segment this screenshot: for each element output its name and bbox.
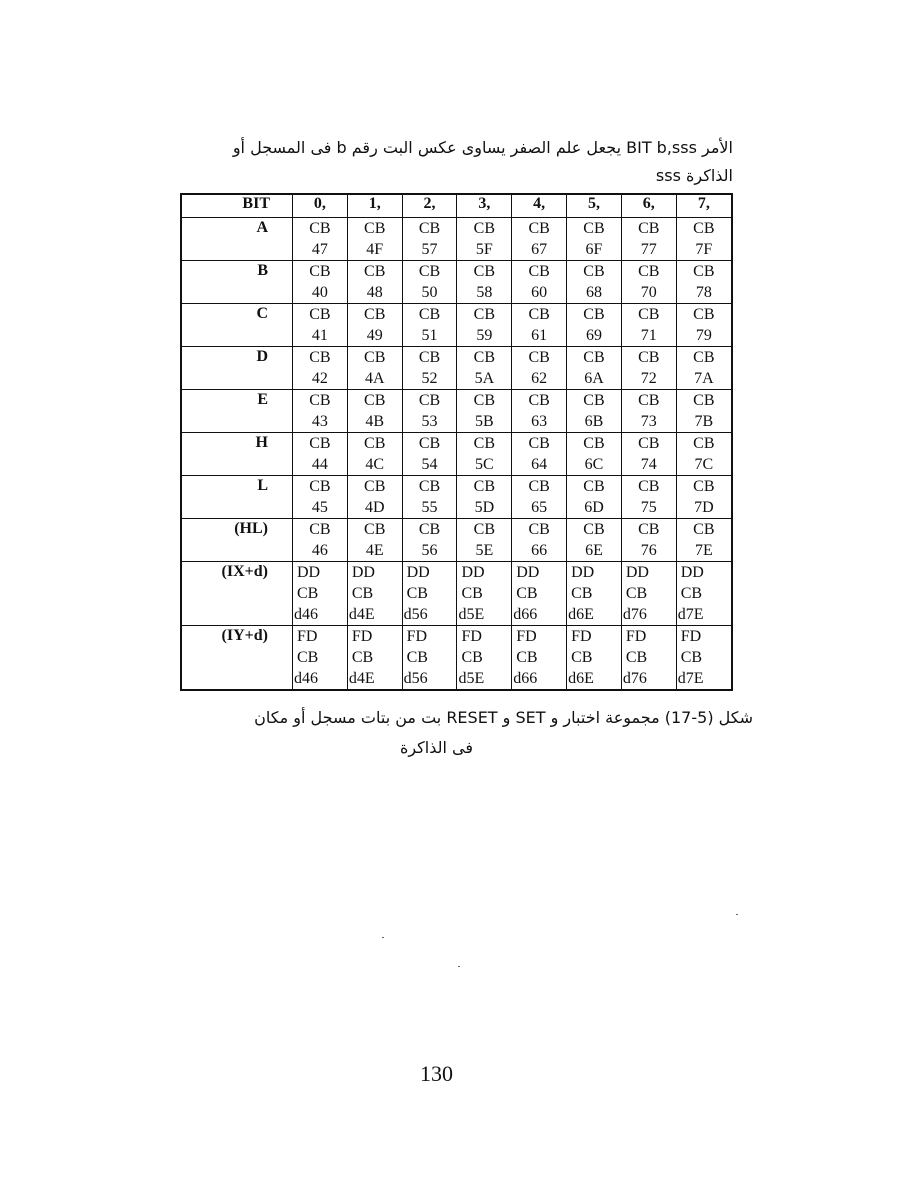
opcode-byte: CB bbox=[418, 478, 441, 495]
opcode-byte: CB bbox=[351, 585, 374, 602]
opcode-byte: CB bbox=[638, 478, 660, 495]
opcode-cell bbox=[621, 519, 676, 562]
opcode-byte: DD bbox=[680, 564, 704, 581]
opcode-byte: CB bbox=[364, 349, 386, 366]
header-cell: 5, bbox=[567, 194, 622, 218]
opcode-byte: CB bbox=[516, 649, 538, 666]
table-row bbox=[181, 519, 732, 562]
header-cell: 4, bbox=[512, 194, 567, 218]
opcode-cell bbox=[621, 261, 676, 304]
opcode-byte: CB bbox=[528, 478, 550, 495]
opcode-byte: CB bbox=[693, 220, 715, 237]
opcode-byte: FD bbox=[406, 628, 428, 645]
opcode-byte: DD bbox=[461, 564, 485, 581]
opcode-byte: CB bbox=[693, 435, 715, 452]
opcode-cell bbox=[402, 562, 457, 626]
figure-caption bbox=[120, 703, 753, 763]
opcode-byte: 4F bbox=[366, 241, 384, 258]
opcode-byte: FD bbox=[351, 628, 373, 645]
opcode-cell bbox=[457, 476, 512, 519]
opcode-byte: CB bbox=[309, 220, 331, 237]
opcode-byte: DD bbox=[297, 564, 321, 581]
opcode-byte: CB bbox=[693, 263, 715, 280]
opcode-byte: CB bbox=[418, 435, 441, 452]
opcode-byte: CB bbox=[638, 220, 660, 237]
opcode-cell bbox=[567, 519, 622, 562]
register-label: (HL) bbox=[181, 519, 293, 562]
opcode-cell bbox=[293, 519, 348, 562]
opcode-byte: CB bbox=[680, 649, 703, 666]
opcode-cell bbox=[512, 390, 567, 433]
opcode-cell bbox=[347, 347, 402, 390]
table-row bbox=[181, 626, 732, 691]
table-row bbox=[181, 562, 732, 626]
register-label: C bbox=[181, 304, 293, 347]
header-cell: 3, bbox=[457, 194, 512, 218]
opcode-byte: 64 bbox=[531, 456, 548, 473]
opcode-byte: CB bbox=[583, 263, 605, 280]
opcode-byte: DD bbox=[406, 564, 430, 581]
opcode-cell bbox=[567, 218, 622, 261]
opcode-byte: 60 bbox=[531, 284, 548, 301]
opcode-byte: 68 bbox=[585, 284, 602, 301]
opcode-cell bbox=[512, 218, 567, 261]
opcode-byte: 59 bbox=[476, 327, 493, 344]
opcode-byte: 6F bbox=[585, 241, 603, 258]
opcode-byte: d56 bbox=[403, 606, 428, 623]
caption-line-2: فى الذاكرة bbox=[399, 738, 474, 757]
opcode-cell bbox=[621, 626, 676, 691]
opcode-byte: 69 bbox=[585, 327, 602, 344]
opcode-cell bbox=[402, 519, 457, 562]
opcode-byte: CB bbox=[309, 349, 331, 366]
opcode-byte: FD bbox=[680, 628, 702, 645]
opcode-byte: 44 bbox=[311, 456, 328, 473]
header-cell: 0, bbox=[293, 194, 348, 218]
opcode-cell bbox=[457, 218, 512, 261]
opcode-cell bbox=[512, 347, 567, 390]
register-label: (IY+d) bbox=[181, 626, 293, 691]
opcode-cell bbox=[347, 218, 402, 261]
opcode-byte: 6D bbox=[584, 499, 604, 516]
opcode-cell bbox=[293, 626, 348, 691]
opcode-cell bbox=[567, 390, 622, 433]
opcode-cell bbox=[457, 261, 512, 304]
header-cell: 2, bbox=[402, 194, 457, 218]
opcode-byte: CB bbox=[473, 263, 496, 280]
opcode-byte: 6B bbox=[584, 413, 604, 430]
opcode-byte: CB bbox=[364, 521, 386, 538]
table-row bbox=[181, 476, 732, 519]
opcode-byte: 5B bbox=[475, 413, 494, 430]
opcode-byte: 66 bbox=[531, 542, 548, 559]
opcode-byte: 77 bbox=[640, 241, 657, 258]
opcode-byte: CB bbox=[583, 478, 605, 495]
opcode-byte: 48 bbox=[366, 284, 383, 301]
caption-line-1: شكل (5-17) مجموعة اختبار و SET و RESET بت من بتات مسجل أو مكان bbox=[254, 708, 753, 727]
opcode-byte: CB bbox=[528, 306, 550, 323]
opcode-cell bbox=[402, 626, 457, 691]
opcode-cell bbox=[347, 476, 402, 519]
opcode-byte: d46 bbox=[294, 606, 318, 623]
opcode-cell bbox=[676, 390, 732, 433]
opcode-cell bbox=[676, 433, 732, 476]
table-row bbox=[181, 304, 732, 347]
opcode-cell bbox=[512, 476, 567, 519]
opcode-byte: 53 bbox=[421, 413, 438, 430]
opcode-cell bbox=[512, 261, 567, 304]
opcode-cell bbox=[676, 562, 732, 626]
opcode-byte: CB bbox=[418, 306, 441, 323]
opcode-byte: CB bbox=[364, 435, 386, 452]
opcode-byte: 67 bbox=[531, 241, 548, 258]
opcode-cell bbox=[512, 304, 567, 347]
opcode-cell bbox=[402, 476, 457, 519]
opcode-byte: CB bbox=[461, 649, 483, 666]
opcode-byte: 7E bbox=[694, 542, 713, 559]
intro-line-1: الأمر BIT b,sss يجعل علم الصفر يساوى عكس البت رقم b فى المسجل أو bbox=[232, 138, 733, 157]
opcode-cell bbox=[512, 626, 567, 691]
opcode-byte: CB bbox=[583, 521, 605, 538]
opcode-byte: CB bbox=[680, 585, 703, 602]
opcode-byte: d7E bbox=[677, 606, 704, 623]
opcode-byte: d66 bbox=[513, 606, 538, 623]
header-cell: 1, bbox=[347, 194, 402, 218]
opcode-cell bbox=[402, 347, 457, 390]
register-label: E bbox=[181, 390, 293, 433]
opcode-byte: 4E bbox=[365, 542, 384, 559]
opcode-cell bbox=[457, 519, 512, 562]
opcode-cell bbox=[621, 562, 676, 626]
opcode-cell bbox=[621, 218, 676, 261]
opcode-byte: CB bbox=[528, 521, 550, 538]
opcode-byte: 42 bbox=[311, 370, 328, 387]
opcode-byte: CB bbox=[297, 585, 319, 602]
opcode-cell bbox=[567, 433, 622, 476]
opcode-byte: CB bbox=[351, 649, 374, 666]
opcode-byte: 57 bbox=[421, 241, 438, 258]
scan-speck bbox=[382, 937, 384, 938]
opcode-cell bbox=[457, 433, 512, 476]
opcode-byte: 7A bbox=[694, 370, 714, 387]
opcode-byte: CB bbox=[693, 306, 715, 323]
opcode-cell bbox=[347, 390, 402, 433]
scan-speck bbox=[736, 914, 738, 915]
opcode-byte: 7C bbox=[694, 456, 714, 473]
opcode-byte: DD bbox=[625, 564, 649, 581]
opcode-byte: DD bbox=[516, 564, 540, 581]
opcode-byte: CB bbox=[473, 392, 496, 409]
opcode-byte: CB bbox=[364, 478, 386, 495]
opcode-cell bbox=[293, 347, 348, 390]
opcode-byte: DD bbox=[571, 564, 595, 581]
opcode-byte: FD bbox=[625, 628, 647, 645]
opcode-byte: 5A bbox=[474, 370, 495, 387]
register-label: A bbox=[181, 218, 293, 261]
register-label: H bbox=[181, 433, 293, 476]
opcode-byte: CB bbox=[625, 649, 648, 666]
opcode-byte: FD bbox=[571, 628, 592, 645]
table-row bbox=[181, 218, 732, 261]
opcode-cell bbox=[293, 476, 348, 519]
scan-speck bbox=[458, 966, 460, 967]
opcode-cell bbox=[512, 562, 567, 626]
opcode-cell bbox=[676, 347, 732, 390]
opcode-byte: d4E bbox=[348, 670, 375, 687]
opcode-cell bbox=[567, 626, 622, 691]
table-header-row bbox=[181, 194, 732, 218]
opcode-cell bbox=[676, 261, 732, 304]
opcode-cell bbox=[457, 562, 512, 626]
opcode-cell bbox=[457, 304, 512, 347]
opcode-byte: 45 bbox=[311, 499, 328, 516]
page-number: 130 bbox=[420, 1061, 453, 1086]
opcode-byte: CB bbox=[583, 435, 605, 452]
opcode-byte: 47 bbox=[311, 241, 328, 258]
opcode-byte: 41 bbox=[311, 327, 328, 344]
opcode-byte: 4B bbox=[365, 413, 385, 430]
opcode-byte: 7B bbox=[694, 413, 714, 430]
opcode-byte: CB bbox=[638, 392, 660, 409]
opcode-byte: 7D bbox=[694, 499, 714, 516]
opcode-byte: 76 bbox=[640, 542, 657, 559]
opcode-cell bbox=[293, 433, 348, 476]
opcode-byte: 43 bbox=[311, 413, 328, 430]
opcode-byte: 71 bbox=[640, 327, 657, 344]
opcode-cell bbox=[347, 519, 402, 562]
opcode-byte: CB bbox=[406, 649, 428, 666]
opcode-byte: d76 bbox=[622, 606, 647, 623]
opcode-byte: CB bbox=[418, 220, 441, 237]
opcode-byte: CB bbox=[309, 478, 331, 495]
opcode-byte: 70 bbox=[640, 284, 657, 301]
opcode-byte: d66 bbox=[513, 670, 538, 687]
opcode-byte: d5E bbox=[458, 670, 485, 687]
opcode-cell bbox=[567, 562, 622, 626]
opcode-byte: 56 bbox=[421, 542, 438, 559]
opcode-byte: 73 bbox=[640, 413, 657, 430]
opcode-byte: d4E bbox=[348, 606, 375, 623]
opcode-byte: CB bbox=[571, 649, 593, 666]
opcode-byte: CB bbox=[406, 585, 428, 602]
register-label: B bbox=[181, 261, 293, 304]
opcode-cell bbox=[402, 390, 457, 433]
opcode-byte: d5E bbox=[458, 606, 485, 623]
opcode-cell bbox=[293, 562, 348, 626]
opcode-byte: 58 bbox=[476, 284, 493, 301]
opcode-byte: FD bbox=[461, 628, 482, 645]
opcode-cell bbox=[676, 476, 732, 519]
opcode-cell bbox=[293, 261, 348, 304]
opcode-byte: CB bbox=[418, 521, 441, 538]
opcode-cell bbox=[457, 626, 512, 691]
opcode-byte: 74 bbox=[640, 456, 657, 473]
opcode-byte: d56 bbox=[403, 670, 428, 687]
opcode-byte: CB bbox=[309, 306, 331, 323]
opcode-byte: CB bbox=[364, 392, 386, 409]
opcode-byte: 6C bbox=[584, 456, 604, 473]
opcode-byte: CB bbox=[638, 349, 660, 366]
header-cell: BIT bbox=[181, 194, 293, 218]
opcode-byte: CB bbox=[693, 392, 715, 409]
opcode-byte: d46 bbox=[294, 670, 318, 687]
opcode-byte: CB bbox=[364, 306, 386, 323]
opcode-byte: CB bbox=[625, 585, 648, 602]
opcode-cell bbox=[676, 218, 732, 261]
opcode-byte: CB bbox=[693, 478, 715, 495]
opcode-cell bbox=[402, 218, 457, 261]
opcode-cell bbox=[621, 476, 676, 519]
register-label: L bbox=[181, 476, 293, 519]
opcode-cell bbox=[457, 390, 512, 433]
table-row bbox=[181, 261, 732, 304]
opcode-cell bbox=[512, 433, 567, 476]
opcode-byte: CB bbox=[638, 263, 660, 280]
opcode-byte: 50 bbox=[421, 284, 438, 301]
opcode-byte: CB bbox=[528, 220, 550, 237]
header-cell: 7, bbox=[676, 194, 732, 218]
intro-paragraph bbox=[128, 134, 733, 190]
opcode-byte: CB bbox=[297, 649, 319, 666]
opcode-byte: 51 bbox=[421, 327, 438, 344]
table-row bbox=[181, 347, 732, 390]
opcode-byte: 5E bbox=[475, 542, 494, 559]
opcode-byte: CB bbox=[638, 435, 660, 452]
opcode-byte: 4D bbox=[364, 499, 385, 516]
opcode-byte: CB bbox=[571, 585, 593, 602]
opcode-cell bbox=[457, 347, 512, 390]
opcode-byte: 46 bbox=[311, 542, 328, 559]
opcode-cell bbox=[567, 304, 622, 347]
opcode-byte: 63 bbox=[531, 413, 548, 430]
opcode-cell bbox=[402, 433, 457, 476]
opcode-byte: 72 bbox=[640, 370, 657, 387]
opcode-cell bbox=[293, 218, 348, 261]
opcode-byte: 49 bbox=[366, 327, 383, 344]
opcode-cell bbox=[347, 562, 402, 626]
opcode-byte: CB bbox=[693, 349, 715, 366]
register-label: (IX+d) bbox=[181, 562, 293, 626]
opcode-byte: CB bbox=[418, 392, 441, 409]
opcode-byte: CB bbox=[309, 263, 331, 280]
table-body bbox=[181, 218, 732, 691]
opcode-byte: CB bbox=[309, 521, 331, 538]
opcode-byte: CB bbox=[583, 349, 605, 366]
opcode-byte: 6E bbox=[585, 542, 603, 559]
opcode-byte: CB bbox=[528, 435, 550, 452]
opcode-byte: 65 bbox=[531, 499, 548, 516]
opcode-cell bbox=[347, 626, 402, 691]
opcode-cell bbox=[402, 304, 457, 347]
opcode-cell bbox=[621, 347, 676, 390]
opcode-byte: CB bbox=[473, 478, 496, 495]
opcode-byte: CB bbox=[528, 263, 550, 280]
opcode-cell bbox=[621, 433, 676, 476]
opcode-byte: 79 bbox=[695, 327, 712, 344]
opcode-byte: CB bbox=[693, 521, 715, 538]
opcode-cell bbox=[676, 304, 732, 347]
opcode-byte: 62 bbox=[531, 370, 548, 387]
opcode-byte: CB bbox=[418, 263, 441, 280]
opcode-byte: FD bbox=[516, 628, 537, 645]
opcode-byte: CB bbox=[583, 306, 605, 323]
opcode-byte: 5D bbox=[474, 499, 495, 516]
opcode-cell bbox=[347, 304, 402, 347]
opcode-byte: 7F bbox=[695, 241, 713, 258]
opcode-cell bbox=[621, 390, 676, 433]
opcode-byte: 61 bbox=[531, 327, 548, 344]
opcode-byte: d76 bbox=[622, 670, 647, 687]
opcode-byte: 5C bbox=[475, 456, 494, 473]
bit-opcode-table bbox=[180, 193, 733, 691]
opcode-byte: CB bbox=[309, 392, 331, 409]
opcode-byte: CB bbox=[528, 349, 550, 366]
opcode-byte: CB bbox=[638, 306, 660, 323]
header-cell: 6, bbox=[621, 194, 676, 218]
opcode-cell bbox=[293, 390, 348, 433]
opcode-byte: CB bbox=[461, 585, 483, 602]
opcode-cell bbox=[293, 304, 348, 347]
opcode-byte: 78 bbox=[695, 284, 712, 301]
opcode-cell bbox=[512, 519, 567, 562]
opcode-byte: 4C bbox=[365, 456, 385, 473]
opcode-byte: 4A bbox=[364, 370, 385, 387]
opcode-cell bbox=[347, 433, 402, 476]
opcode-cell bbox=[676, 626, 732, 691]
table-row bbox=[181, 390, 732, 433]
intro-line-2: الذاكرة sss bbox=[655, 166, 733, 185]
opcode-byte: CB bbox=[473, 435, 496, 452]
opcode-byte: 75 bbox=[640, 499, 657, 516]
opcode-cell bbox=[676, 519, 732, 562]
opcode-byte: d6E bbox=[568, 606, 594, 623]
opcode-byte: CB bbox=[583, 220, 605, 237]
opcode-cell bbox=[567, 261, 622, 304]
opcode-byte: d7E bbox=[677, 670, 704, 687]
opcode-byte: CB bbox=[473, 220, 496, 237]
opcode-byte: 54 bbox=[421, 456, 438, 473]
opcode-byte: DD bbox=[351, 564, 375, 581]
opcode-byte: 40 bbox=[311, 284, 328, 301]
opcode-byte: CB bbox=[418, 349, 441, 366]
opcode-cell bbox=[402, 261, 457, 304]
opcode-byte: 5F bbox=[475, 241, 493, 258]
opcode-byte: 55 bbox=[421, 499, 438, 516]
opcode-cell bbox=[621, 304, 676, 347]
register-label: D bbox=[181, 347, 293, 390]
opcode-byte: CB bbox=[473, 349, 496, 366]
opcode-byte: CB bbox=[638, 521, 660, 538]
opcode-byte: CB bbox=[516, 585, 538, 602]
opcode-byte: CB bbox=[364, 220, 386, 237]
opcode-byte: d6E bbox=[568, 670, 594, 687]
opcode-byte: 52 bbox=[421, 370, 438, 387]
opcode-byte: CB bbox=[309, 435, 331, 452]
opcode-cell bbox=[347, 261, 402, 304]
opcode-byte: CB bbox=[473, 306, 496, 323]
opcode-byte: CB bbox=[364, 263, 386, 280]
opcode-byte: FD bbox=[297, 628, 318, 645]
opcode-byte: CB bbox=[583, 392, 605, 409]
opcode-cell bbox=[567, 347, 622, 390]
opcode-byte: 6A bbox=[584, 370, 604, 387]
table-row bbox=[181, 433, 732, 476]
opcode-cell bbox=[567, 476, 622, 519]
opcode-byte: CB bbox=[528, 392, 550, 409]
opcode-byte: CB bbox=[473, 521, 496, 538]
